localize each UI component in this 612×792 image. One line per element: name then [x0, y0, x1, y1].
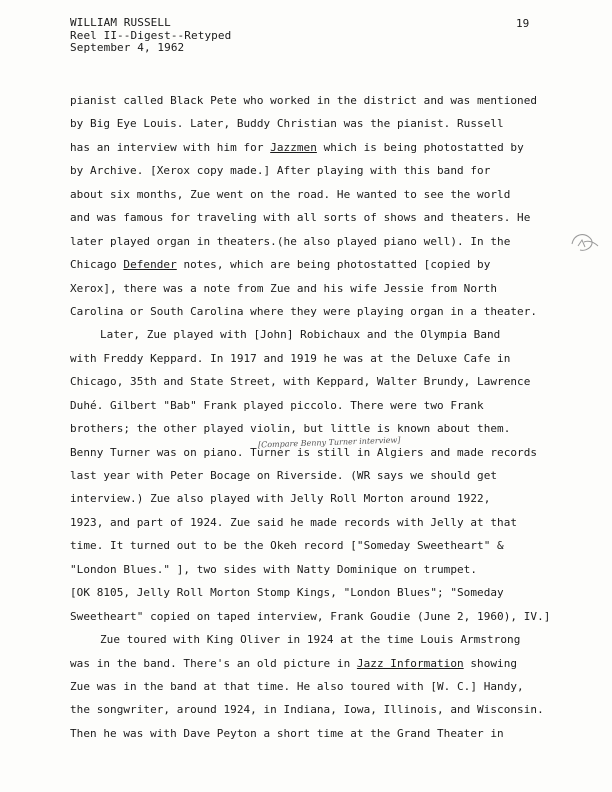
text-run: last year with Peter Bocage on Riverside. (WR says we should get: [70, 469, 498, 482]
text-line: [70, 347, 590, 370]
text-line: [70, 89, 590, 112]
underlined-title: Jazzmen: [270, 140, 317, 154]
text-run: with Freddy Keppard. In 1917 and 1919 he was at the Deluxe Cafe in: [70, 351, 511, 365]
text-run: which is being photostatted by: [316, 140, 524, 154]
text-line: [70, 464, 590, 487]
text-run: has an interview with him for: [70, 140, 271, 154]
text-run: and was famous for traveling with all sorts of shows and theaters. He: [70, 211, 531, 225]
text-line: [70, 605, 590, 628]
text-line: [70, 652, 590, 675]
text-run: Sweetheart" copied on taped interview, Frank Goudie (June 2, 1960), IV.]: [70, 609, 551, 623]
text-line: [70, 722, 590, 745]
text-line: [70, 300, 590, 323]
text-run: was in the band. There's an old picture in: [70, 656, 357, 670]
text-run: [OK 8105, Jelly Roll Morton Stomp Kings, "London Blues"; "Someday: [70, 586, 504, 600]
margin-scribble-icon: [568, 228, 604, 258]
text-run: Chicago, 35th and State Street, with Keppard, Walter Brundy, Lawrence: [70, 375, 531, 389]
header-reel: Reel II--Digest--Retyped: [70, 28, 232, 42]
document-header: [70, 17, 231, 55]
text-run: pianist called Black Pete who worked in the district and was mentioned: [70, 94, 538, 107]
page-number: 19: [516, 17, 530, 30]
text-run: 1923, and part of 1924. Zue said he made records with Jelly at that: [70, 515, 518, 529]
text-line: [70, 511, 590, 534]
text-run: Chicago: [70, 258, 124, 272]
text-line: [70, 159, 590, 182]
text-run: notes, which are being photostatted [copied by: [176, 258, 491, 272]
text-line: [70, 487, 590, 510]
text-run: brothers; the other played violin, but little is known about them.: [70, 422, 511, 436]
text-run: Zue toured with King Oliver in 1924 at the time Louis Armstrong: [100, 633, 521, 647]
text-run: showing: [463, 656, 518, 670]
text-line: [70, 628, 590, 651]
text-run: Later, Zue played with [John] Robichaux and the Olympia Band: [100, 328, 501, 342]
text-line: [70, 230, 590, 253]
text-run: the songwriter, around 1924, in Indiana, Iowa, Illinois, and Wisconsin.: [70, 703, 544, 717]
text-run: Zue was in the band at that time. He also toured with [W. C.] Handy,: [70, 679, 524, 693]
text-run: by Big Eye Louis. Later, Buddy Christian was the pianist. Russell: [70, 117, 504, 131]
header-date: September 4, 1962: [70, 41, 185, 54]
text-run: Duhé. Gilbert "Bab" Frank played piccolo. There were two Frank: [70, 398, 484, 412]
text-run: about six months, Zue went on the road. He wanted to see the world: [70, 187, 511, 201]
text-line: [70, 112, 590, 135]
handwritten-annotation: [Compare Benny Turner interview]: [257, 435, 401, 450]
text-line: [70, 183, 590, 206]
text-line: [70, 136, 590, 159]
text-run: Then he was with Dave Peyton a short time at the Grand Theater in: [70, 726, 504, 740]
text-run: by Archive. [Xerox copy made.] After playing with this band for: [70, 164, 491, 178]
body-text: [70, 89, 590, 745]
text-line: [70, 558, 590, 581]
text-run: time. It turned out to be the Okeh record ["Someday Sweetheart" &: [70, 539, 504, 553]
text-line: [70, 323, 590, 346]
text-run: interview.) Zue also played with Jelly Roll Morton around 1922,: [70, 492, 491, 506]
text-line: [70, 370, 590, 393]
text-line: [70, 206, 590, 229]
text-run: Benny Turner was on piano. Turner is still in Algiers and made records: [70, 445, 538, 459]
text-run: later played organ in theaters.(he also played piano well). In the: [70, 234, 511, 248]
text-line: [70, 675, 590, 698]
text-line: [70, 534, 590, 557]
text-line: [70, 253, 590, 276]
text-line: [70, 277, 590, 300]
underlined-title: Defender: [123, 258, 177, 272]
text-run: Carolina or South Carolina where they were playing organ in a theater.: [70, 304, 538, 318]
text-line: [70, 394, 590, 417]
text-run: Xerox], there was a note from Zue and his wife Jessie from North: [70, 281, 498, 295]
underlined-title: Jazz Information: [356, 656, 464, 670]
text-line: [70, 581, 590, 604]
text-run: "London Blues." ], two sides with Natty Dominique on trumpet.: [70, 562, 478, 576]
text-line: [70, 698, 590, 721]
header-name: WILLIAM RUSSELL: [70, 16, 171, 29]
